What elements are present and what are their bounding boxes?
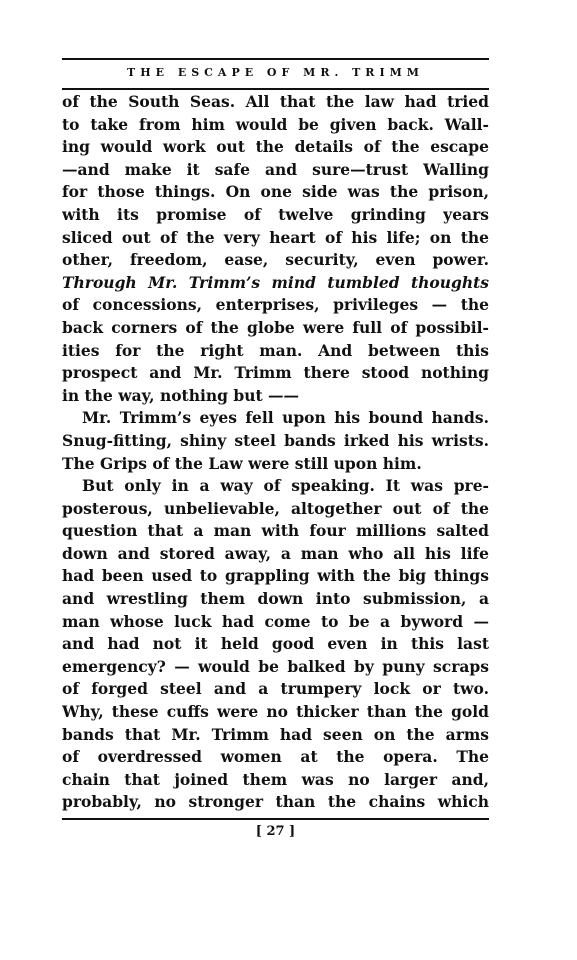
text-line: in the way, nothing but —— [62, 385, 300, 405]
text-line: to take from him would be given back. Wall- [62, 114, 489, 134]
body-text [62, 91, 489, 814]
text-line: Through Mr. Trimm’s mind tumbled thoughts [62, 272, 489, 292]
text-line: Mr. Trimm’s eyes fell upon his bound hands. [82, 408, 489, 428]
footer-rule [62, 818, 489, 820]
text-line: chain that joined them was no larger and, [62, 769, 489, 789]
text-line: Why, these cuffs were no thicker than the gold [62, 702, 489, 722]
text-line: —and make it safe and sure—trust Walling [62, 159, 489, 179]
text-line: and wrestling them down into submission, a [62, 589, 489, 609]
text-line: of the South Seas. All that the law had tried [62, 92, 489, 111]
text-line: ities for the right man. And between this [62, 340, 489, 360]
page-number: [ 27 ] [255, 824, 296, 839]
text-line: The Grips of the Law were still upon him. [62, 453, 422, 473]
text-line: Snug-fitting, shiny steel bands irked his wrists. [62, 430, 489, 450]
text-line: question that a man with four millions salted [62, 521, 489, 541]
text-line: and had not it held good even in this last [62, 634, 489, 654]
text-line: posterous, unbelievable, altogether out of the [62, 498, 489, 518]
text-line: down and stored away, a man who all his life [62, 543, 489, 563]
text-line: ing would work out the details of the escape [62, 137, 489, 157]
running-head: THE ESCAPE OF MR. TRIMM [127, 66, 424, 79]
text-line: sliced out of the very heart of his life; on the [62, 227, 489, 247]
text-line: But only in a way of speaking. It was pre- [82, 476, 489, 496]
text-line: of forged steel and a trumpery lock or two. [62, 679, 489, 699]
text-line: man whose luck had come to be a byword — [62, 611, 489, 631]
text-line: for those things. On one side was the prison, [62, 182, 489, 202]
text-line: with its promise of twelve grinding years [62, 204, 489, 224]
text-line: probably, no stronger than the chains which [62, 792, 489, 812]
text-line: had been used to grappling with the big things [62, 566, 489, 586]
text-line: bands that Mr. Trimm had seen on the arms [62, 724, 489, 744]
text-line: emergency? — would be balked by puny scraps [62, 656, 489, 676]
top-rule [62, 58, 489, 60]
text-line: other, freedom, ease, security, even power. [62, 250, 489, 270]
header-rule [62, 88, 489, 90]
text-line: of concessions, enterprises, privileges — the [62, 295, 489, 315]
text-line: of overdressed women at the opera. The [62, 747, 489, 767]
text-line: prospect and Mr. Trimm there stood nothing [62, 363, 489, 383]
text-line: back corners of the globe were full of possibil- [62, 317, 489, 337]
